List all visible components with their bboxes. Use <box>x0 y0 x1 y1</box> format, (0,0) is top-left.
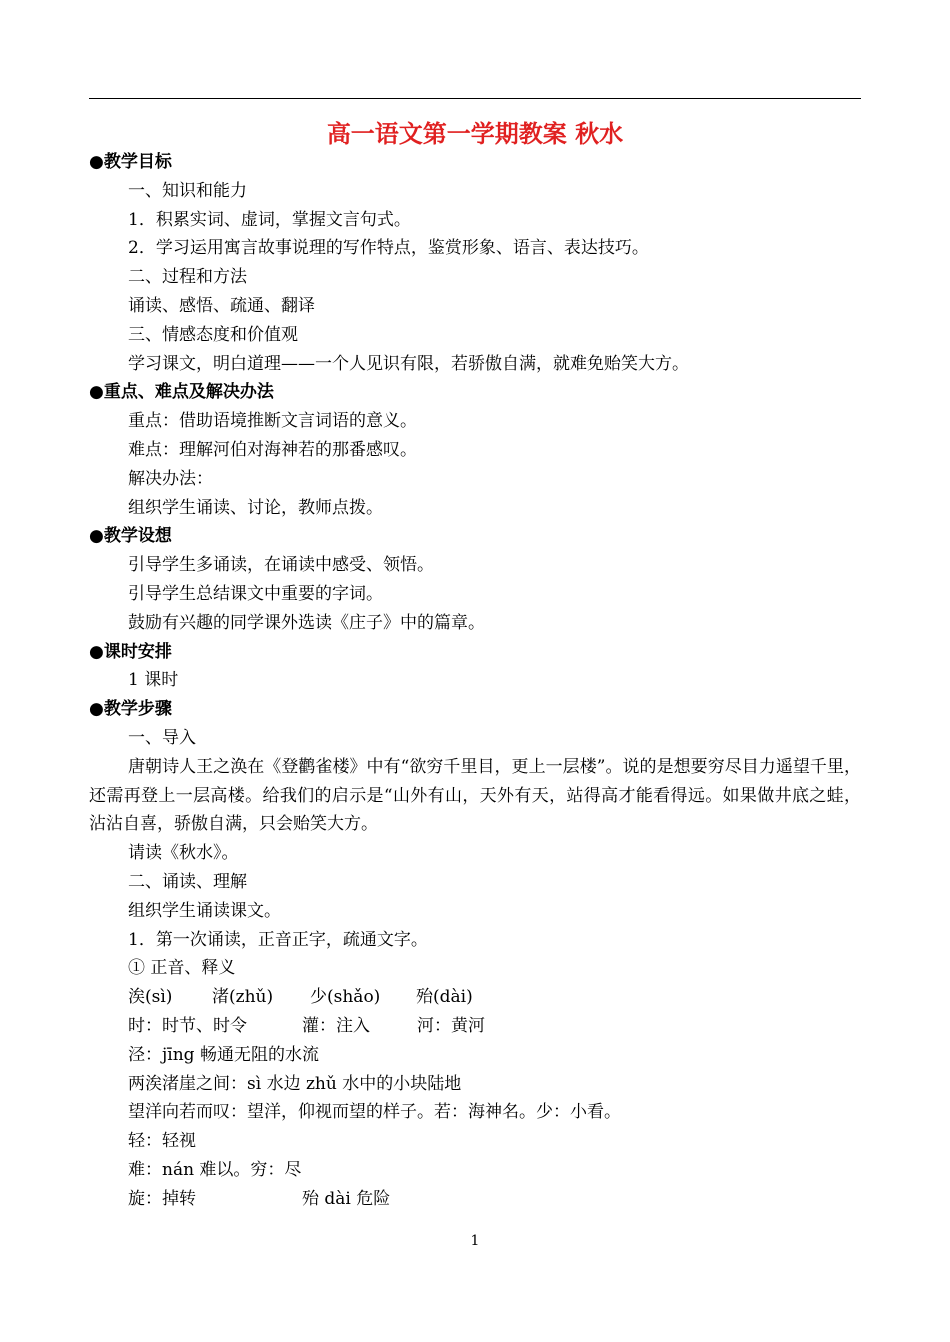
pron-item: 殆(dài) <box>416 987 473 1008</box>
text-line: 二、过程和方法 <box>128 267 247 288</box>
text-line: 1 课时 <box>128 670 179 691</box>
text-line: 泾：jīng 畅通无阻的水流 <box>128 1044 319 1065</box>
section-heading-design: ●教学设想 <box>89 526 172 547</box>
text-line: 鼓励有兴趣的同学课外选读《庄子》中的篇章。 <box>128 612 485 633</box>
page-title: 高一语文第一学期教案 秋水 <box>326 120 624 148</box>
page-number: 1 <box>470 1233 480 1249</box>
text-line: 重点：借助语境推断文言词语的意义。 <box>128 411 417 432</box>
section-heading-schedule: ●课时安排 <box>89 641 172 662</box>
text-line: 一、导入 <box>128 727 196 748</box>
text-line: 2．学习运用寓言故事说理的写作特点，鉴赏形象、语言、表达技巧。 <box>128 238 649 259</box>
text-line: 1．第一次诵读，正音正字，疏通文字。 <box>128 929 428 950</box>
text-line: 二、诵读、理解 <box>128 871 247 892</box>
gloss-item: 时：时节、时令 <box>128 1015 247 1036</box>
pron-item: 涘(sì) <box>128 987 173 1008</box>
text-line: 诵读、感悟、疏通、翻译 <box>128 295 315 316</box>
pron-item: 渚(zhǔ) <box>212 987 274 1008</box>
text-line: 三、情感态度和价值观 <box>128 324 298 345</box>
text-line: 难点：理解河伯对海神若的那番感叹。 <box>128 439 417 460</box>
text-line: 学习课文，明白道理——一个人见识有限，若骄傲自满，就难免贻笑大方。 <box>128 353 689 374</box>
text-line: ① 正音、释义 <box>128 958 236 979</box>
text-line: 引导学生总结课文中重要的字词。 <box>128 583 383 604</box>
text-line: 解决办法： <box>128 468 213 489</box>
section-heading-goals: ●教学目标 <box>89 152 172 172</box>
pron-item: 少(shǎo) <box>310 987 381 1008</box>
text-line: 轻：轻视 <box>128 1131 196 1152</box>
text-line: 两涘渚崖之间：sì 水边 zhǔ 水中的小块陆地 <box>128 1073 462 1094</box>
gloss-item: 殆 dài 危险 <box>302 1188 391 1209</box>
intro-paragraph: 唐朝诗人王之涣在《登鹳雀楼》中有“欲穷千里目，更上一层楼”。说的是想要穷尽目力遥望千里，还需再登上一层高楼。给我们的启示是“山外有山，天外有天，站得高才能看得远。如果做井底之蛙，沾沾自喜，骄傲自满，只会贻笑大方。 <box>89 756 861 835</box>
text-line: 一、知识和能力 <box>128 180 247 201</box>
text-line: 组织学生诵读课文。 <box>128 900 281 921</box>
section-heading-key-points: ●重点、难点及解决办法 <box>89 382 274 403</box>
gloss-item: 河：黄河 <box>417 1015 485 1036</box>
text-line: 1．积累实词、虚词，掌握文言句式。 <box>128 209 411 230</box>
text-line: 难：nán 难以。穷：尽 <box>128 1159 302 1180</box>
document-body <box>89 148 861 1213</box>
gloss-line <box>89 1185 861 1214</box>
gloss-item: 灌：注入 <box>302 1015 370 1036</box>
pronunciation-line <box>89 983 861 1012</box>
gloss-item: 旋：掉转 <box>128 1188 196 1209</box>
text-line: 请读《秋水》。 <box>128 843 239 864</box>
section-heading-steps: ●教学步骤 <box>89 699 172 720</box>
gloss-line <box>89 1012 861 1041</box>
text-line: 引导学生多诵读，在诵读中感受、领悟。 <box>128 555 434 576</box>
header-rule <box>89 98 861 99</box>
text-line: 组织学生诵读、讨论，教师点拨。 <box>128 497 383 518</box>
text-line: 望洋向若而叹：望洋，仰视而望的样子。若：海神名。少：小看。 <box>128 1102 621 1123</box>
